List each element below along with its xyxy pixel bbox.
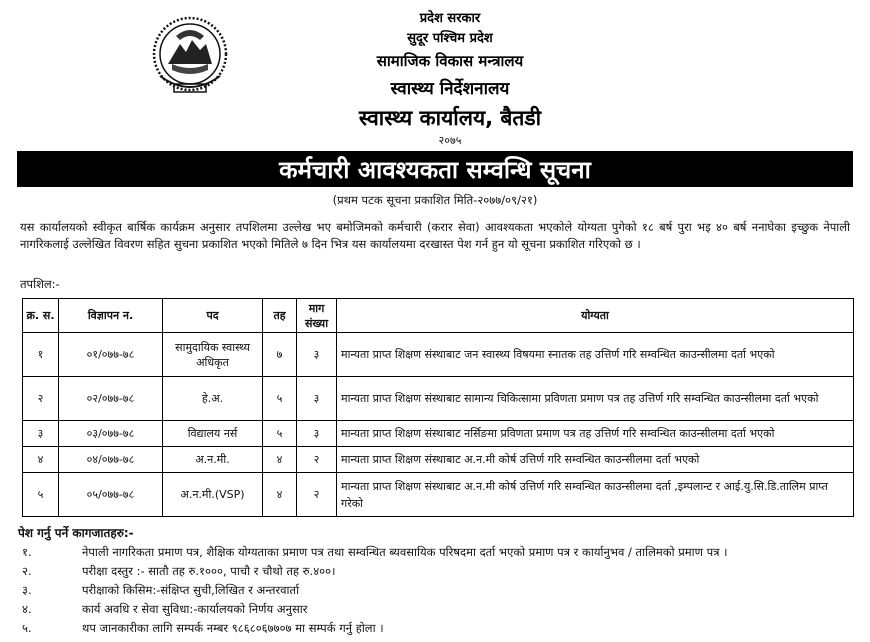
col-header-level: तह xyxy=(263,299,297,333)
col-header-post: पद xyxy=(163,299,263,333)
cell-sn: ५ xyxy=(23,473,59,517)
cell-qualification: मान्यता प्राप्त शिक्षण संस्थाबाट जन स्वास्थ्य विषयमा स्नातक तह उत्तिर्ण गरि सम्वन्धित काउन्सीलमा दर्ता भएको xyxy=(337,333,854,377)
cell-sn: ३ xyxy=(23,421,59,447)
cell-ad-no: ०४/०७७-७८ xyxy=(59,447,163,473)
cell-level: ४ xyxy=(263,473,297,517)
cell-post: हे.अ. xyxy=(163,377,263,421)
list-item-number: २. xyxy=(22,564,32,578)
header-government: प्रदेश सरकार xyxy=(419,11,481,26)
list-item-number: ४. xyxy=(22,602,32,616)
cell-ad-no: ०५/०७७-७८ xyxy=(59,473,163,517)
list-item-text: थप जानकारीका लागि सम्पर्क नम्बर ९८६८०६७७०७ मा सम्पर्क गर्नु होला । xyxy=(82,621,384,635)
header-directorate: स्वास्थ्य निर्देशनालय xyxy=(390,79,510,99)
list-item xyxy=(18,562,858,581)
list-item-number: १. xyxy=(22,545,32,559)
required-documents-title: पेश गर्नु पर्ने कागजातहरु:- xyxy=(18,526,134,540)
header-ministry: सामाजिक विकास मन्त्रालय xyxy=(376,52,524,70)
cell-post: विद्यालय नर्स xyxy=(163,421,263,447)
cell-qualification: मान्यता प्राप्त शिक्षण संस्थाबाट अ.न.मी कोर्ष उत्तिर्ण गरि सम्वन्धित काउन्सीलमा दर्ता ,इम्पलान्ट र आई.यु.सि.डि.तालिम प्राप्त गरेको xyxy=(337,473,854,517)
required-documents-list xyxy=(18,543,858,638)
list-item-text: नेपाली नागरिकता प्रमाण पत्र, शैक्षिक योग्यताका प्रमाण पत्र तथा सम्वन्धित ब्यवसायिक परिषदमा दर्ता भएको प्रमाण पत्र र कार्यानुभव / तालिमको प्रमाण पत्र । xyxy=(82,545,728,559)
intro-paragraph: यस कार्यालयको स्वीकृत बार्षिक कार्यक्रम अनुसार तपशिलमा उल्लेख भए बमोजिमको कर्मचारी (करार सेवा) आवश्यकता भएकोले योग्यता पुगेको १८ बर्ष पुरा भइ ४० बर्ष ननाघेका इच्छुक नेपाली नागरिकलाई उल्लेखित विवरण सहित सुचना प्रकाशित भएको मितिले ७ दिन भित्र यस कार्यालयमा दरखास्त पेश गर्न हुन यो सूचना प्रकाशित गरिएको छ । xyxy=(20,220,850,251)
table-row xyxy=(23,447,854,473)
header-province: सुदूर पश्चिम प्रदेश xyxy=(407,31,493,46)
cell-post: सामुदायिक स्वास्थ्य अधिकृत xyxy=(163,333,263,377)
list-item-text: कार्य अवधि र सेवा सुविधा:-कार्यालयको निर्णय अनुसार xyxy=(82,602,308,616)
cell-qualification: मान्यता प्राप्त शिक्षण संस्थाबाट अ.न.मी कोर्ष उत्तिर्ण गरि सम्वन्धित काउन्सीलमा दर्ता भएको xyxy=(337,447,854,473)
cell-post: अ.न.मी.(VSP) xyxy=(163,473,263,517)
cell-demand: २ xyxy=(297,447,337,473)
table-header-row xyxy=(23,299,854,333)
col-header-qualification: योग्यता xyxy=(337,299,854,333)
notice-title-banner: कर्मचारी आवश्यकता सम्वन्धि सूचना xyxy=(17,151,853,187)
header-office: स्वास्थ्य कार्यालय, बैतडी xyxy=(358,106,542,130)
cell-sn: ४ xyxy=(23,447,59,473)
col-header-ad-no: विज्ञापन न. xyxy=(59,299,163,333)
list-item-text: परीक्षा दस्तुर :- सातौ तह रु.१०००, पाचौ र चौथो तह रु.४००। xyxy=(82,564,336,578)
list-item-number: ३. xyxy=(22,583,32,597)
cell-level: ७ xyxy=(263,333,297,377)
cell-sn: २ xyxy=(23,377,59,421)
table-row xyxy=(23,377,854,421)
cell-sn: १ xyxy=(23,333,59,377)
vacancy-table xyxy=(22,298,854,517)
cell-ad-no: ०१/०७७-७८ xyxy=(59,333,163,377)
cell-demand: ३ xyxy=(297,421,337,447)
list-item xyxy=(18,619,858,638)
publication-date-note: (प्रथम पटक सूचना प्रकाशित मिति-२०७७/०९/२१) xyxy=(332,193,538,207)
cell-level: ४ xyxy=(263,447,297,473)
list-item xyxy=(18,600,858,619)
list-item-number: ५. xyxy=(22,621,32,635)
cell-ad-no: ०२/०७७-७८ xyxy=(59,377,163,421)
cell-qualification: मान्यता प्राप्त शिक्षण संस्थाबाट सामान्य चिकित्सामा प्रविणता प्रमाण पत्र तह उत्तिर्ण गरि सम्वन्धित काउन्सीलमा दर्ता भएको xyxy=(337,377,854,421)
table-row xyxy=(23,333,854,377)
cell-post: अ.न.मी. xyxy=(163,447,263,473)
cell-demand: ३ xyxy=(297,333,337,377)
list-item xyxy=(18,581,858,600)
cell-demand: २ xyxy=(297,473,337,517)
cell-ad-no: ०३/०७७-७८ xyxy=(59,421,163,447)
government-emblem-icon xyxy=(150,14,230,100)
cell-demand: ३ xyxy=(297,377,337,421)
table-row xyxy=(23,421,854,447)
cell-level: ५ xyxy=(263,377,297,421)
list-item xyxy=(18,543,858,562)
col-header-demand: माग संख्या xyxy=(297,299,337,333)
col-header-sn: क्र. स. xyxy=(23,299,59,333)
cell-level: ५ xyxy=(263,421,297,447)
table-row xyxy=(23,473,854,517)
list-item-text: परीक्षाको किसिम:-संक्षिप्त सुची,लिखित र अन्तरवार्ता xyxy=(82,583,300,597)
details-label: तपशिल:- xyxy=(20,277,60,291)
cell-qualification: मान्यता प्राप्त शिक्षण संस्थाबाट नर्सिङमा प्रविणता प्रमाण पत्र तह उत्तिर्ण गरि सम्वन्धित काउन्सीलमा दर्ता भएको xyxy=(337,421,854,447)
header-year: २०७५ xyxy=(438,134,462,147)
